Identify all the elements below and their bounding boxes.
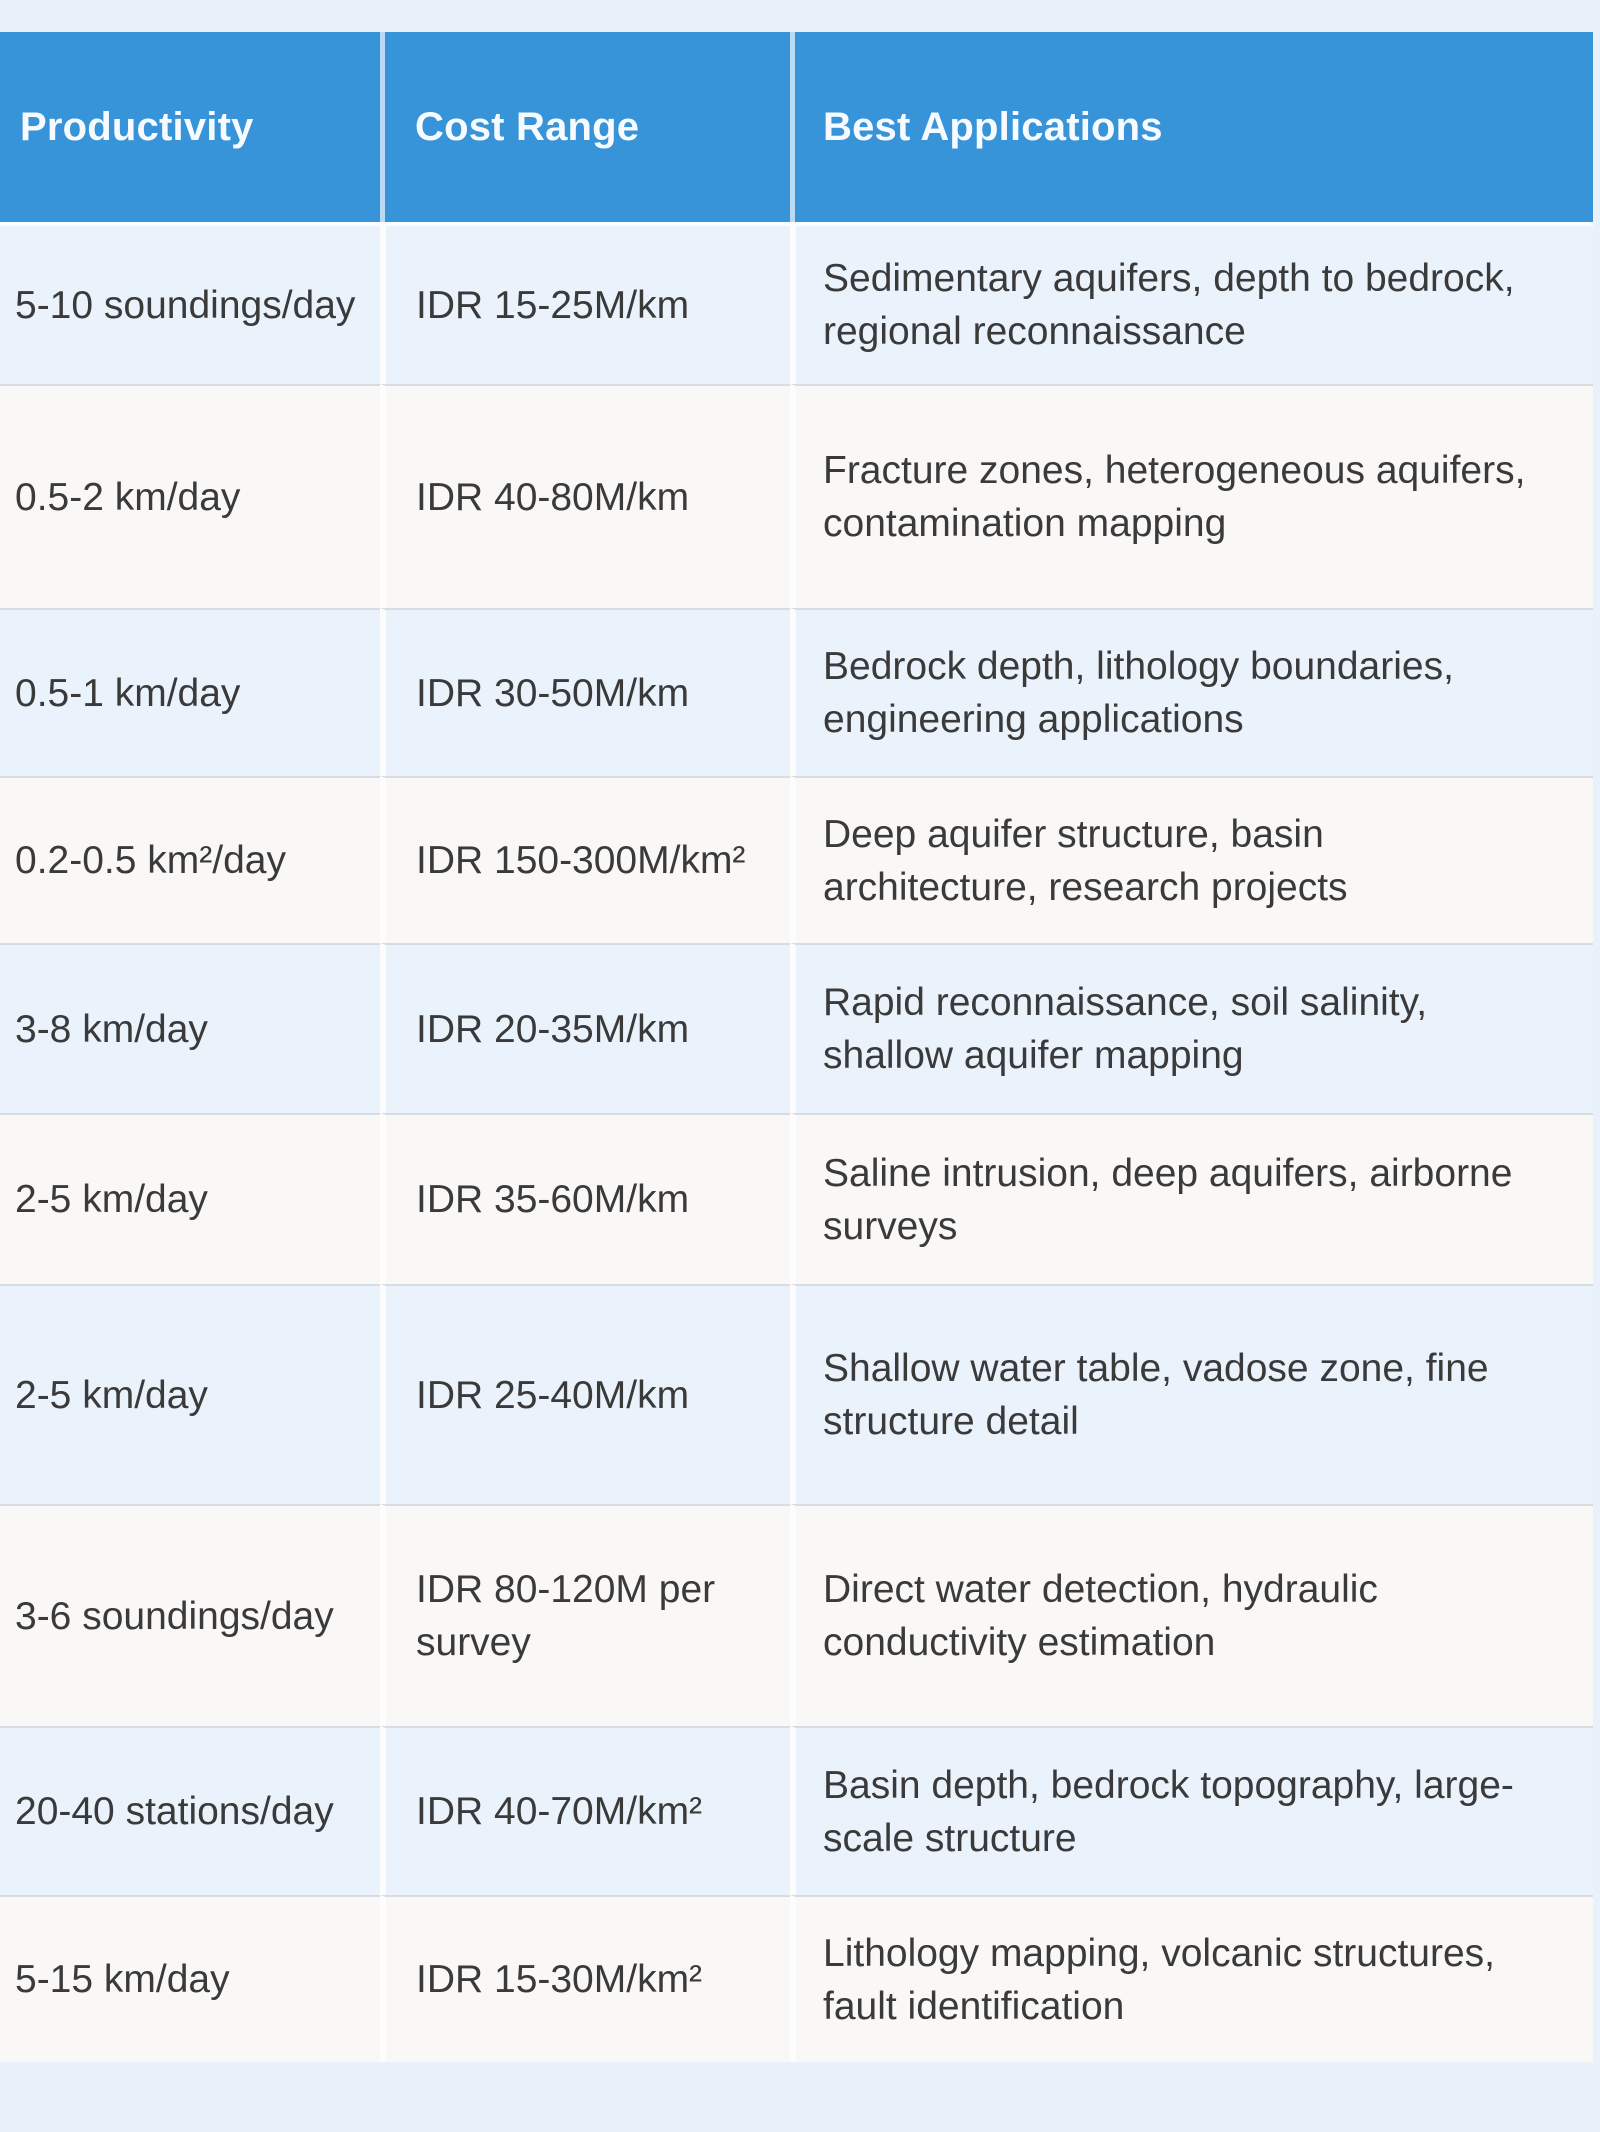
cell-productivity: 0.2-0.5 km²/day xyxy=(0,776,380,943)
cell-cost-range: IDR 20-35M/km xyxy=(380,943,790,1113)
cell-best-applications: Lithology mapping, volcanic structures, fault identification xyxy=(790,1895,1593,2062)
cell-cost-range: IDR 15-25M/km xyxy=(380,222,790,384)
table-row xyxy=(0,1895,1593,2062)
cell-cost-range: IDR 80-120M per survey xyxy=(380,1504,790,1726)
cell-cost-range: IDR 30-50M/km xyxy=(380,608,790,776)
table-row xyxy=(0,608,1593,776)
table-header-row xyxy=(0,32,1593,222)
table-row xyxy=(0,1504,1593,1726)
table-row xyxy=(0,1726,1593,1895)
cell-cost-range: IDR 150-300M/km² xyxy=(380,776,790,943)
cell-productivity: 0.5-2 km/day xyxy=(0,384,380,608)
cell-productivity: 20-40 stations/day xyxy=(0,1726,380,1895)
cell-productivity: 3-6 soundings/day xyxy=(0,1504,380,1726)
column-header-best-applications: Best Applications xyxy=(790,32,1593,222)
survey-methods-table xyxy=(0,32,1593,2062)
cell-best-applications: Saline intrusion, deep aquifers, airborne surveys xyxy=(790,1113,1593,1284)
table-row xyxy=(0,222,1593,384)
cell-cost-range: IDR 25-40M/km xyxy=(380,1284,790,1504)
table-row xyxy=(0,1284,1593,1504)
cell-best-applications: Shallow water table, vadose zone, fine structure detail xyxy=(790,1284,1593,1504)
cell-productivity: 2-5 km/day xyxy=(0,1284,380,1504)
cell-productivity: 2-5 km/day xyxy=(0,1113,380,1284)
cell-best-applications: Fracture zones, heterogeneous aquifers, contamination mapping xyxy=(790,384,1593,608)
cell-productivity: 5-15 km/day xyxy=(0,1895,380,2062)
cell-best-applications: Bedrock depth, lithology boundaries, engineering applications xyxy=(790,608,1593,776)
cell-productivity: 3-8 km/day xyxy=(0,943,380,1113)
table-row xyxy=(0,384,1593,608)
cell-best-applications: Basin depth, bedrock topography, large-scale structure xyxy=(790,1726,1593,1895)
table-row xyxy=(0,776,1593,943)
cell-cost-range: IDR 15-30M/km² xyxy=(380,1895,790,2062)
cell-productivity: 5-10 soundings/day xyxy=(0,222,380,384)
cell-best-applications: Direct water detection, hydraulic conductivity estimation xyxy=(790,1504,1593,1726)
cell-best-applications: Deep aquifer structure, basin architecture, research projects xyxy=(790,776,1593,943)
column-header-cost-range: Cost Range xyxy=(380,32,790,222)
cell-cost-range: IDR 35-60M/km xyxy=(380,1113,790,1284)
cell-cost-range: IDR 40-80M/km xyxy=(380,384,790,608)
table-row xyxy=(0,943,1593,1113)
table-row xyxy=(0,1113,1593,1284)
cell-productivity: 0.5-1 km/day xyxy=(0,608,380,776)
column-header-productivity: Productivity xyxy=(0,32,380,222)
cell-cost-range: IDR 40-70M/km² xyxy=(380,1726,790,1895)
cell-best-applications: Rapid reconnaissance, soil salinity, shallow aquifer mapping xyxy=(790,943,1593,1113)
cell-best-applications: Sedimentary aquifers, depth to bedrock, regional reconnaissance xyxy=(790,222,1593,384)
